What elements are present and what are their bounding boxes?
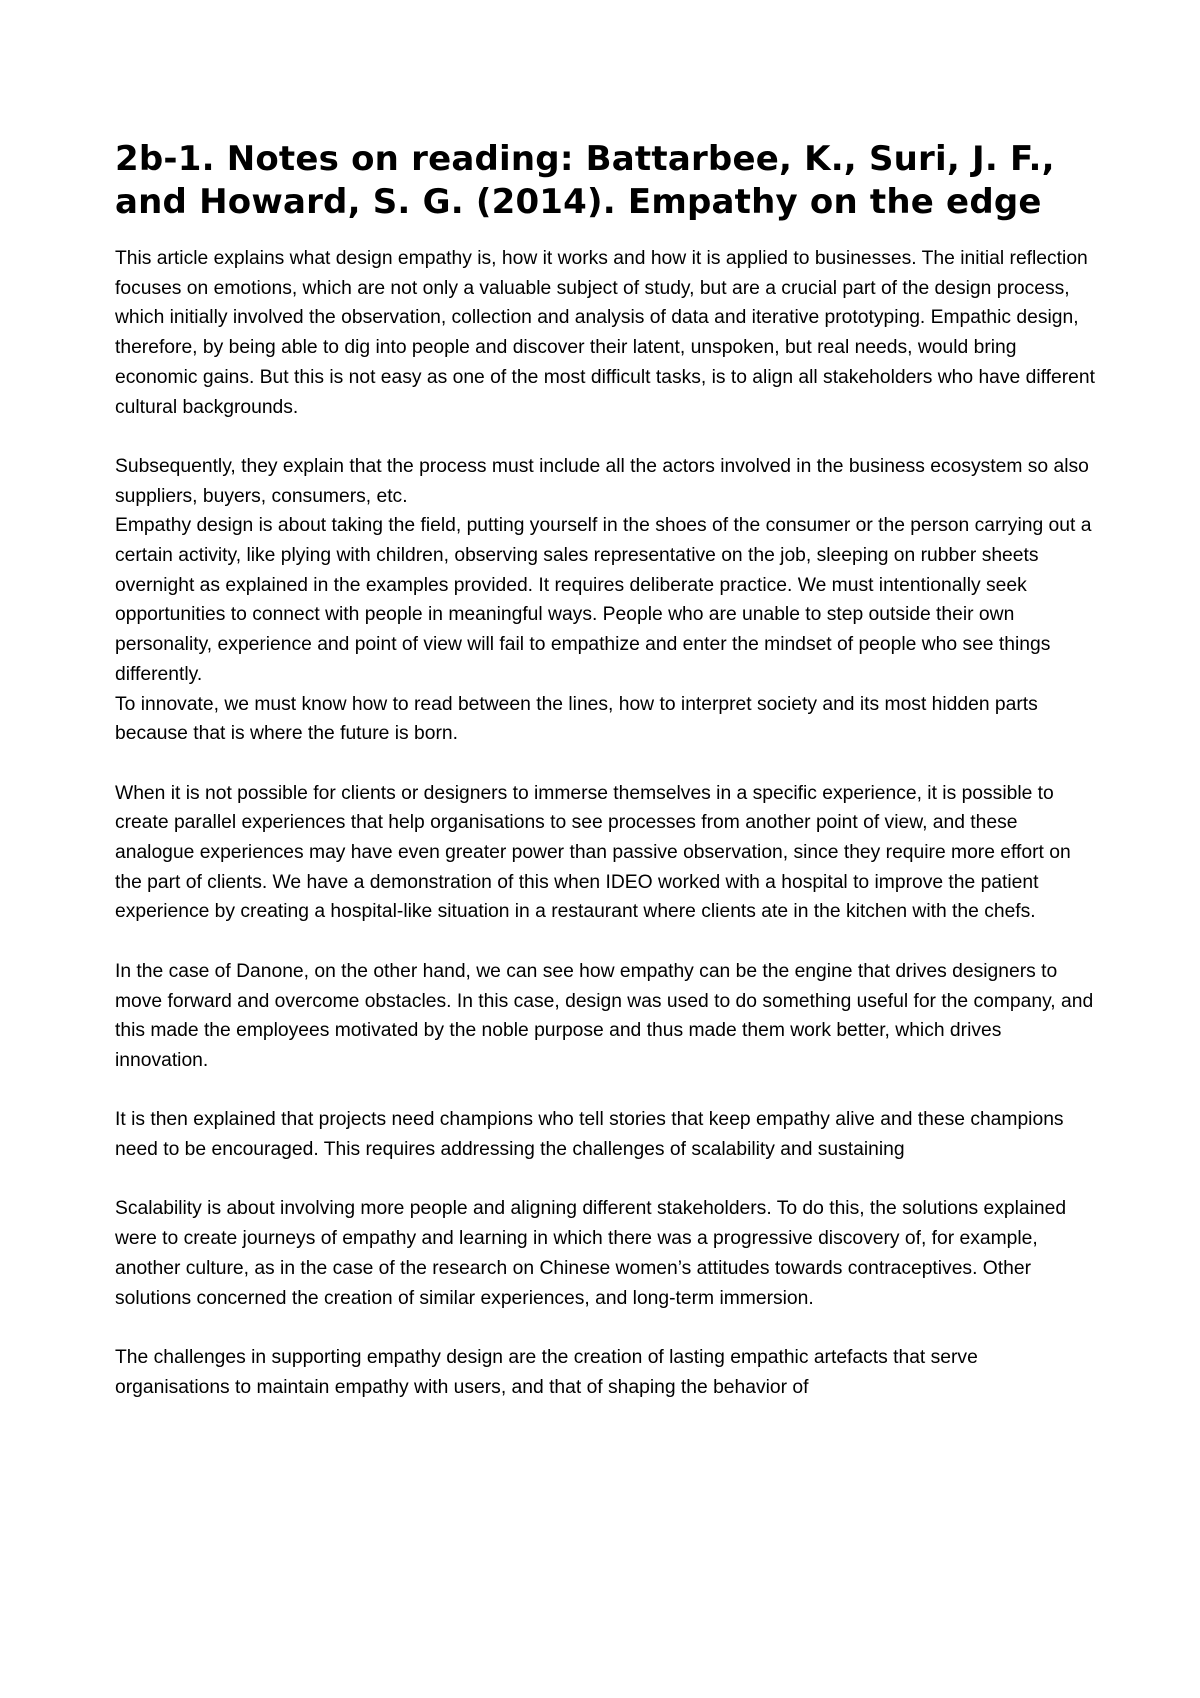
paragraph-scalability: Scalability is about involving more people and aligning different stakeholders. To do this, the solutions explained were to create journeys of empathy and learning in which there was a progressive discovery of, for example, another culture, as in the case of the research on Chinese women’s attitudes towards contraceptives. Other solutions concerned the creation of similar experiences, and long-term immersion. xyxy=(115,1198,1067,1309)
paragraph-intro: This article explains what design empathy is, how it works and how it is applied to businesses. The initial reflection focuses on emotions, which are not only a valuable subject of study, but are a crucial part of the design process, which initially involved the observation, collection and analysis of data and iterative prototyping. Empathic design, therefore, by being able to dig into people and discover their latent, unspoken, but real needs, would bring economic gains. But this is not easy as one of the most difficult tasks, is to align all stakeholders who have different cultural backgrounds. xyxy=(115,248,1095,418)
paragraph-empathy-design: Empathy design is about taking the field, putting yourself in the shoes of the consumer or the person carrying out a certain activity, like plying with children, observing sales representative on the job, sleeping on rubber sheets overnight as explained in the examples provided. It requires deliberate practice. We must intentionally seek opportunities to connect with people in meaningful ways. People who are unable to step outside their own personality, experience and point of view will fail to empathize and enter the mindset of people who see things differently. xyxy=(115,515,1092,685)
paragraph-champions: It is then explained that projects need champions who tell stories that keep empathy alive and these champions need to be encouraged. This requires addressing the challenges of scalability and sustaining xyxy=(115,1109,1064,1161)
paragraph-innovate: To innovate, we must know how to read between the lines, how to interpret society and its most hidden parts because that is where the future is born. xyxy=(115,693,1038,745)
paragraph-actors: Subsequently, they explain that the process must include all the actors involved in the business ecosystem so also suppliers, buyers, consumers, etc. xyxy=(115,455,1089,507)
paragraph-danone: In the case of Danone, on the other hand, we can see how empathy can be the engine that drives designers to move forward and overcome obstacles. In this case, design was used to do something useful for the company, and this made the employees motivated by the noble purpose and thus made them work better, which drives innovation. xyxy=(115,960,1094,1071)
paragraph-challenges: The challenges in supporting empathy design are the creation of lasting empathic artefacts that serve organisations to maintain empathy with users, and that of shaping the behavior of xyxy=(115,1346,978,1398)
document-title: 2b-1. Notes on reading: Battarbee, K., Suri, J. F., and Howard, S. G. (2014). Empathy on the edge xyxy=(115,139,1055,222)
paragraph-parallel-experiences: When it is not possible for clients or designers to immerse themselves in a specific experience, it is possible to create parallel experiences that help organisations to see processes from another point of view, and these analogue experiences may have even greater power than passive observation, since they require more effort on the part of clients. We have a demonstration of this when IDEO worked with a hospital to improve the patient experience by creating a hospital-like situation in a restaurant where clients ate in the kitchen with the chefs. xyxy=(115,782,1071,923)
document-content xyxy=(115,138,1095,1402)
